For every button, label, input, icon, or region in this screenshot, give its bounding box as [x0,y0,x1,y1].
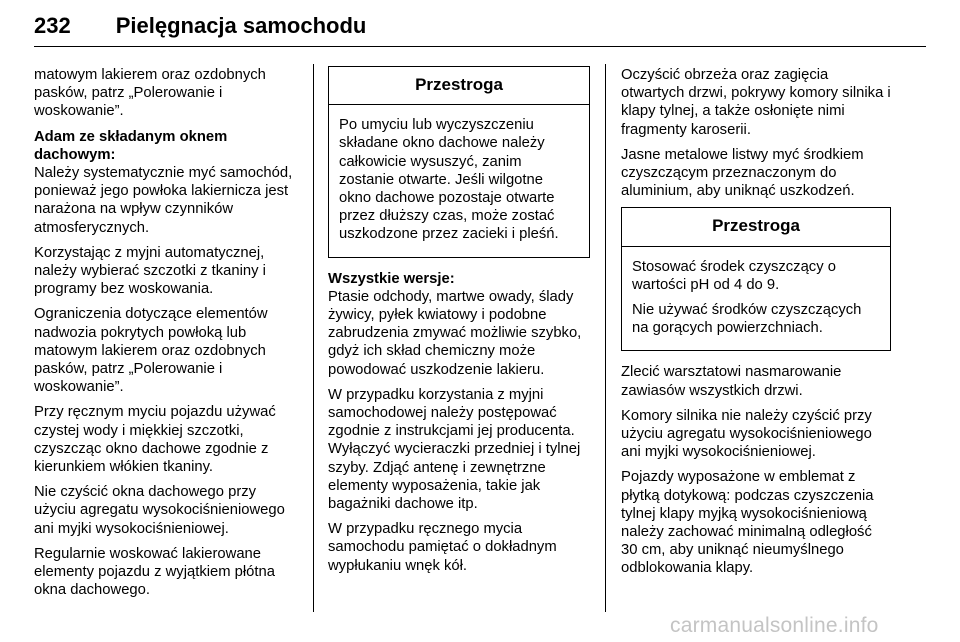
caution-box [621,207,891,351]
paragraph: Korzystając z myjni automatycznej, należy wybierać szczotki z tkaniny i programy bez woskowania. [34,244,266,298]
paragraph: Nie czyścić okna dachowego przy użyciu agregatu wysokociśnieniowego ani myjki wysokociśnieniowej. [34,484,285,537]
paragraph: Oczyścić obrzeża oraz zagięcia otwartych drzwi, pokrywy komory silnika i klapy tylnej, a także osłonięte nimi fragmenty karoserii. [621,67,891,138]
column-1 [34,66,302,606]
caution-title: Przestroga [622,208,890,246]
caution-title: Przestroga [329,67,589,105]
caution-box [328,66,590,258]
section-heading: Adam ze składanym oknem dachowym: [34,128,228,163]
paragraph: Ograniczenia dotyczące elementów nadwozia pokrytych powłoką lub matowym lakierem oraz ozdobnych pasków, patrz „Polerowanie i woskowanie”. [34,306,268,396]
caution-text: Po umyciu lub wyczyszczeniu składane okno dachowe należy całkowicie wysuszyć, zanim zostanie otwarte. Jeśli wilgotne okno dachowe pozostaje otwarte przez dłuższy czas, może zostać uszkodzone przez zacieki i pleśń. [339,117,559,243]
page-number: 232 [34,13,71,38]
caution-text: Nie używać środków czyszczących na gorących powierzchniach. [632,302,862,337]
paragraph: Należy systematycznie myć samochód, ponieważ jego powłoka lakiernicza jest narażona na wpływ czynników atmosferycznych. [34,165,293,236]
paragraph: W przypadku ręcznego mycia samochodu pamiętać o dokładnym wypłukaniu wnęk kół. [328,521,557,574]
chapter-title: Pielęgnacja samochodu [115,13,367,38]
page-header [34,14,926,47]
column-divider-2 [605,64,606,612]
paragraph: Zlecić warsztatowi nasmarowanie zawiasów wszystkich drzwi. [621,364,842,399]
column-3 [621,66,891,585]
paragraph: matowym lakierem oraz ozdobnych pasków, patrz „Polerowanie i woskowanie”. [34,67,266,120]
column-2 [328,66,590,582]
paragraph: Regularnie woskować lakierowane elementy pojazdu z wyjątkiem płótna okna dachowego. [34,545,275,599]
section-heading: Wszystkie wersje: [328,270,455,287]
paragraph: Jasne metalowe listwy myć środkiem czyszczącym przeznaczonym do aluminium, aby uniknąć uszkodzeń. [621,146,864,200]
paragraph: Pojazdy wyposażone w emblemat z płytką dotykową: podczas czyszczenia tylnej klapy myjką wysokociśnieniową należy zachować minimalną odległość 30 cm, aby uniknąć nieumyślnego odblokowania klapy. [621,469,874,577]
caution-body [329,105,589,256]
caution-text: Stosować środek czyszczący o wartości pH od 4 do 9. [632,258,836,293]
paragraph: W przypadku korzystania z myjni samochodowej należy postępować zgodnie z instrukcjami jej producenta. Wyłączyć wycieraczki przedniej i tylnej szyby. Zdjąć antenę i zewnętrzne elementy wyposażenia, takie jak bagażniki dachowe itp. [328,386,581,513]
caution-body [622,247,890,351]
column-divider-1 [313,64,314,612]
paragraph: Komory silnika nie należy czyścić przy użyciu agregatu wysokociśnieniowego ani myjki wysokociśnieniowej. [621,407,872,461]
paragraph: Przy ręcznym myciu pojazdu używać czystej wody i miękkiej szczotki, czyszcząc okno dachowe zgodnie z kierunkiem włókien tkaniny. [34,404,276,476]
paragraph: Ptasie odchody, martwe owady, ślady żywicy, pyłek kwiatowy i podobne zabrudzenia zmywać możliwie szybko, gdyż ich skład chemiczny może powodować uszkodzenie lakieru. [328,288,582,378]
watermark: carmanualsonline.info [670,614,879,637]
